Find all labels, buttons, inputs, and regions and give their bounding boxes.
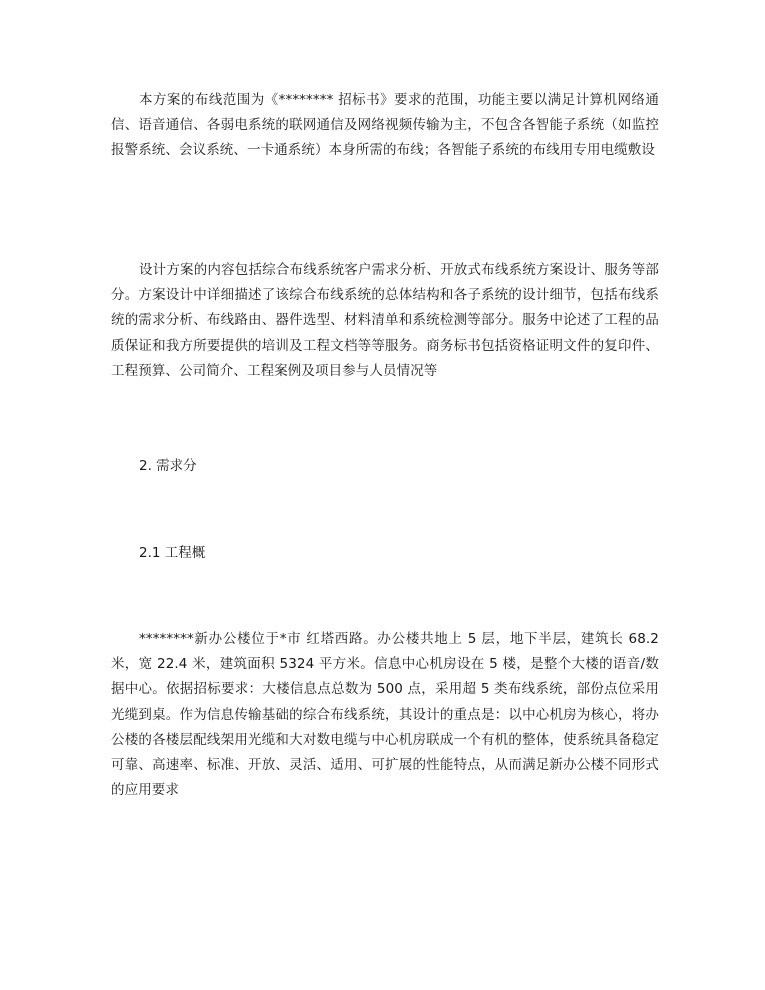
heading-section-2-1: 2.1 工程概: [139, 545, 206, 561]
paragraph-design-content: 设计方案的内容包括综合布线系统客户需求分析、开放式布线系统方案设计、服务等部分。方案设计中详细描述了该综合布线系统的总体结构和各子系统的设计细节，包括布线系统的需求分析、布线路由、器件选型、材料清单和系统检测等部分。服务中论述了工程的品质保证和我方所要提供的培训及工程文档等等服务。商务标书包括资格证明文件的复印件、工程预算、公司简介、工程案例及项目参与人员情况等: [111, 262, 659, 379]
paragraph-cabling-scope: 本方案的布线范围为《******** 招标书》要求的范围，功能主要以满足计算机网络通信、语音通信、各弱电系统的联网通信及网络视频传输为主，不包含各智能子系统（如监控报警系统、会议系统、一卡通系统）本身所需的布线；各智能子系统的布线用专用电缆敷设: [111, 92, 659, 159]
heading-section-2: 2. 需求分: [139, 458, 197, 474]
paragraph-project-overview: ********新办公楼位于*市 红塔西路。办公楼共地上 5 层，地下半层，建筑长 68.2 米，宽 22.4 米，建筑面积 5324 平方米。信息中心机房设在 5 楼，是整个大楼的语音/数据中心。依据招标要求：大楼信息点总数为 500 点，采用超 5 类布线系统，部份点位采用光缆到桌。作为信息传输基础的综合布线系统，其设计的重点是：以中心机房为核心，将办公楼的各楼层配线架用光缆和大对数电缆与中心机房联成一个有机的整体，使系统具备稳定可靠、高速率、标准、开放、灵活、适用、可扩展的性能特点，从而满足新办公楼不同形式的应用要求: [111, 631, 659, 799]
